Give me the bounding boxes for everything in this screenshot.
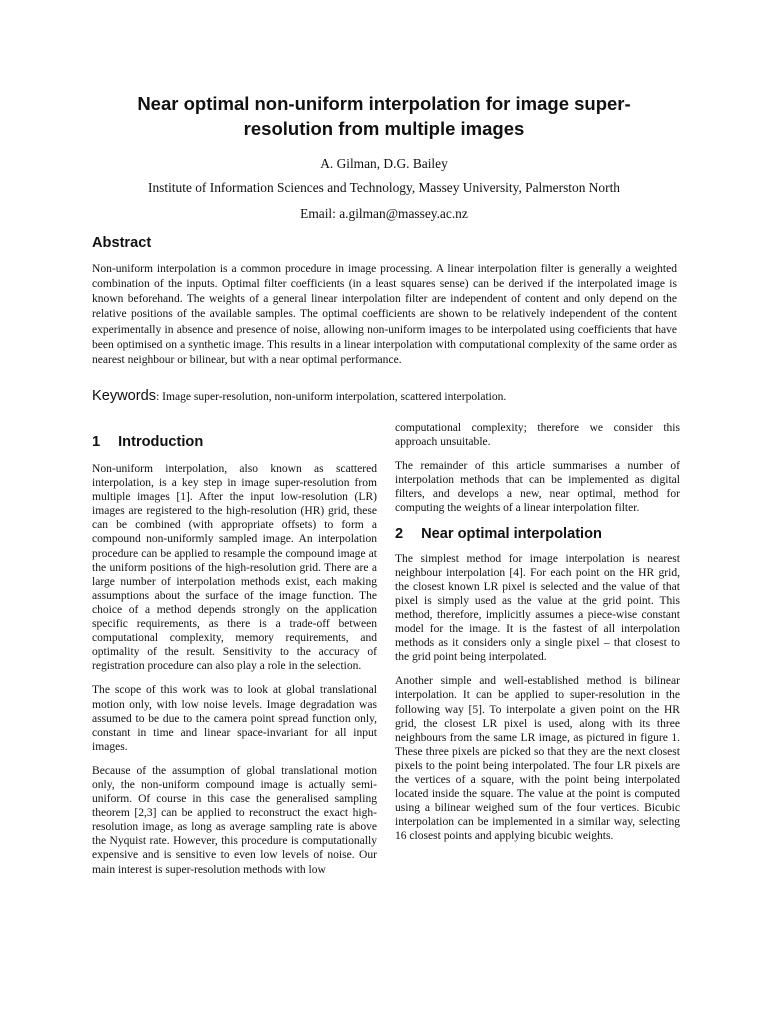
keywords-label: Keywords — [92, 388, 157, 404]
section-2-heading — [395, 526, 680, 542]
intro-paragraph-2: The scope of this work was to look at global translational motion only, with low noise levels. Image degradation was assumed to be due to the camera point spread function only, constant in time and linear space-invariant for all input images. — [92, 684, 377, 753]
right-column — [395, 421, 680, 853]
intro-continued-paragraph: computational complexity; therefore we consider this approach unsuitable. — [395, 422, 680, 449]
abstract-body: Non-uniform interpolation is a common procedure in image processing. A linear interpolation filter is generally a weighted combination of the inputs. Optimal filter coefficients (in a least squares sense) can be derived if the interpolated image is known beforehand. The weights of a general linear interpolation filter are independent of content and only depend on the relative positions of the available samples. The optimal coefficients are shown to be relatively independent of the content experimentally in absence and presence of noise, allowing non-uniform images to be interpolated using coefficients that have been optimised on a synthetic image. This results in a linear interpolation with computational complexity of the same order as nearest neighbour or bilinear, but with a near optimal performance. — [92, 263, 677, 366]
section-2-paragraph-1: The simplest method for image interpolation is nearest neighbour interpolation [4]. For each point on the HR grid, the closest known LR pixel is selected and the value of that pixel is simply used as the value at the grid point. This method, therefore, implicitly assumes a piece-wise constant model for the image. It is the fastest of all interpolation methods as it considers only a single pixel – that closest to the grid point being interpolated. — [395, 552, 680, 664]
paper-title: Near optimal non-uniform interpolation for image super-resolution from multiple images — [137, 93, 631, 139]
left-column — [92, 434, 377, 887]
paper-affiliation: Institute of Information Sciences and Technology, Massey University, Palmerston North — [148, 180, 620, 195]
paper-email: Email: a.gilman@massey.ac.nz — [300, 206, 468, 221]
section-1-heading — [92, 434, 377, 450]
section-2-number: 2 — [395, 525, 404, 542]
section-2-title: Near optimal interpolation — [421, 525, 602, 542]
section-1-number: 1 — [92, 434, 101, 450]
paper-authors: A. Gilman, D.G. Bailey — [320, 156, 448, 171]
intro-remainder-paragraph: The remainder of this article summarises a number of interpolation methods that can be implemented as digital filters, and develops a new, near optimal, method for computing the weights of a linear interpolation filter. — [395, 460, 680, 515]
intro-paragraph-1: Non-uniform interpolation, also known as scattered interpolation, is a key step in image super-resolution from multiple images [1]. After the input low-resolution (LR) images are registered to the high-resolution (HR) grid, these can be combined (with appropriate offsets) to form a compound non-uniformly sampled image. An interpolation procedure can be applied to resample the compound image at the uniform positions of the high-resolution grid. There are a large number of interpolation methods exist, each making assumptions about the surface of the image function. The choice of a method depends strongly on the application specific requirements, as there is a trade-off between computational complexity, memory requirements, and optimality of the result. Sensitivity to the accuracy of registration procedure can also play a role in the selection. — [92, 463, 377, 673]
section-2-paragraph-2: Another simple and well-established method is bilinear interpolation. It can be applied to super-resolution in the following way [5]. To interpolate a given point on the HR grid, the closest LR pixel is used, along with its three neighbours from the same LR image, as pictured in figure 1. These three pixels are picked so that they are the next closest pixels to the point being interpolated. The four LR pixels are the vertices of a square, with the point being interpolated located inside the square. The value at the point is computed using a bilinear weighed sum of the four vertices. Bicubic interpolation can be implemented in a similar way, selecting 16 closest points and applying bicubic weights. — [395, 675, 680, 843]
abstract-heading: Abstract — [92, 235, 152, 251]
keywords-text: : Image super-resolution, non-uniform interpolation, scattered interpolation. — [156, 391, 507, 403]
keywords — [92, 388, 677, 405]
section-1-title: Introduction — [118, 434, 204, 450]
intro-paragraph-3: Because of the assumption of global translational motion only, the non-uniform compound image is actually semi-uniform. Of course in this case the generalised sampling theorem [2,3] can be applied to reconstruct the exact high-resolution image, as long as average sampling rate is above the Nyquist rate. However, this procedure is computationally expensive and is sensitive to even low levels of noise. Our main interest is super-resolution methods with low — [92, 764, 377, 876]
